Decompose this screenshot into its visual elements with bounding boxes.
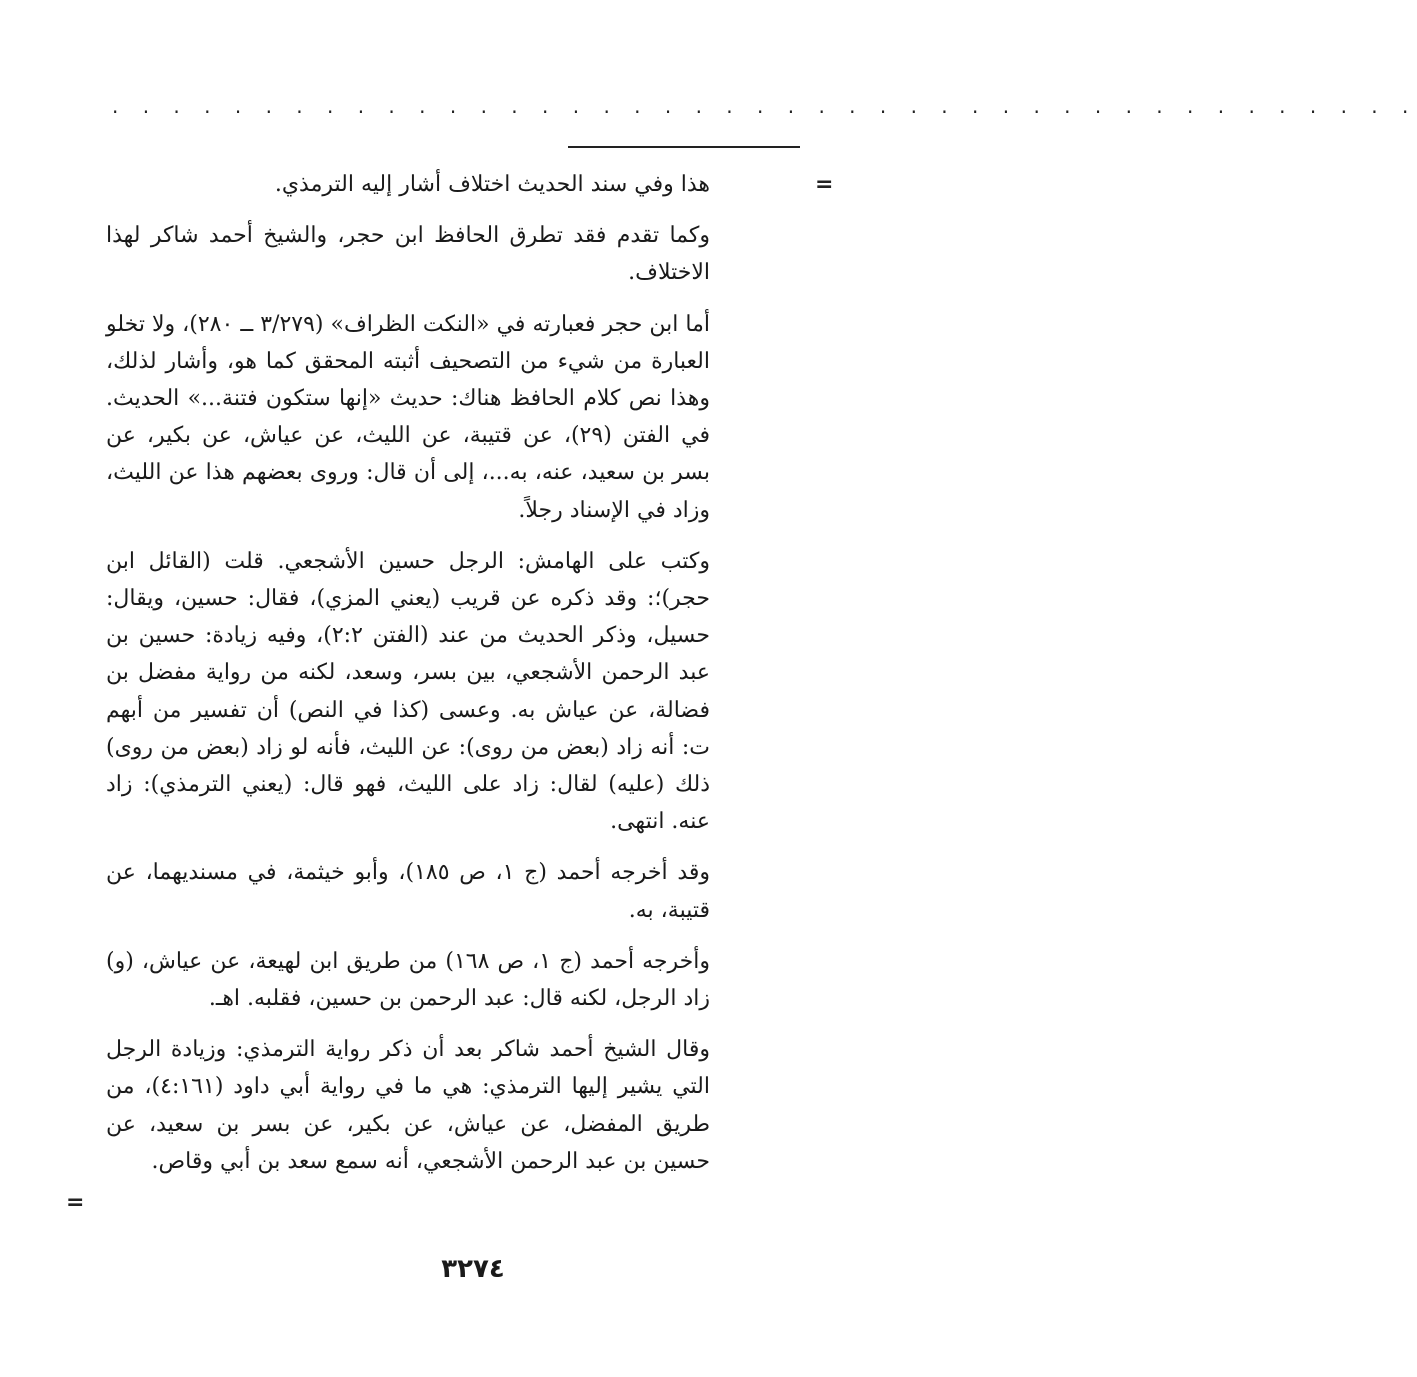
paragraph-1: هذا وفي سند الحديث اختلاف أشار إليه الترمذي. xyxy=(274,172,710,197)
body-text xyxy=(106,166,710,1194)
paragraph-6: وأخرجه أحمد (ج ١، ص ١٦٨) من طريق ابن لهيعة، عن عياش، (و) زاد الرجل، لكنه قال: عبد الرحمن بن حسين، فقلبه. اهـ. xyxy=(106,948,711,1012)
paragraph-7: وقال الشيخ أحمد شاكر بعد أن ذكر رواية الترمذي: وزيادة الرجل التي يشير إليها الترمذي: هي ما في رواية أبي داود (٤:١٦١)، من طريق المفضل، عن عياش، عن بكير، عن بسر بن سعيد، عن حسين بن عبد الرحمن الأشجعي، أنه سمع سعد بن أبي وقاص. xyxy=(106,1037,710,1174)
continuation-mark-bottom: = xyxy=(66,1190,85,1215)
footnote-rule xyxy=(568,146,800,148)
paragraph-5: وقد أخرجه أحمد (ج ١، ص ١٨٥)، وأبو خيثمة، في مسنديهما، عن قتيبة، به. xyxy=(106,860,711,923)
page-number: ٣٢٧٤ xyxy=(441,1254,505,1284)
paragraph-3: أما ابن حجر فعبارته في «النكت الظراف» (٣/٢٧٩ ــ ٢٨٠)، ولا تخلو العبارة من شيء من التصحيف أثبته المحقق كما هو، وأشار لذلك، وهذا نص كلام الحافظ هناك: حديث «إنها ستكون فتنة...» الحديث. في الفتن (٢٩)، عن قتيبة، عن الليث، عن عياش، عن بكير، عن بسر بن سعيد، عنه، به...، إلى أن قال: وروى بعضهم هذا عن الليث، وزاد في الإسناد رجلاً. xyxy=(106,311,710,523)
dotted-separator: . . . . . . . . . . . . . . . . . . . . . . . . . . . . . . . . . . . . . . . . . . . xyxy=(112,94,1417,118)
continuation-mark-top: = xyxy=(815,172,834,197)
paragraph-2: وكما تقدم فقد تطرق الحافظ ابن حجر، والشيخ أحمد شاكر لهذا الاختلاف. xyxy=(106,223,710,286)
paragraph-4: وكتب على الهامش: الرجل حسين الأشجعي. قلت (القائل ابن حجر)؛: وقد ذكره عن قريب (يعني المزي)، فقال: حسين، ويقال: حسيل، وذكر الحديث من عند (الفتن ٢:٢)، وفيه زيادة: حسين بن عبد الرحمن الأشجعي، بين بسر، وسعد، لكنه من رواية مفضل بن فضالة، عن عياش به. وعسى (كذا في النص) أن تفسير من أبهم ت: أنه زاد (بعض من روى): عن الليث، فأنه لو زاد (بعض من روى) ذلك (عليه) لقال: زاد على الليث، فهو قال: (يعني الترمذي): زاد عنه. انتهى. xyxy=(106,548,710,835)
